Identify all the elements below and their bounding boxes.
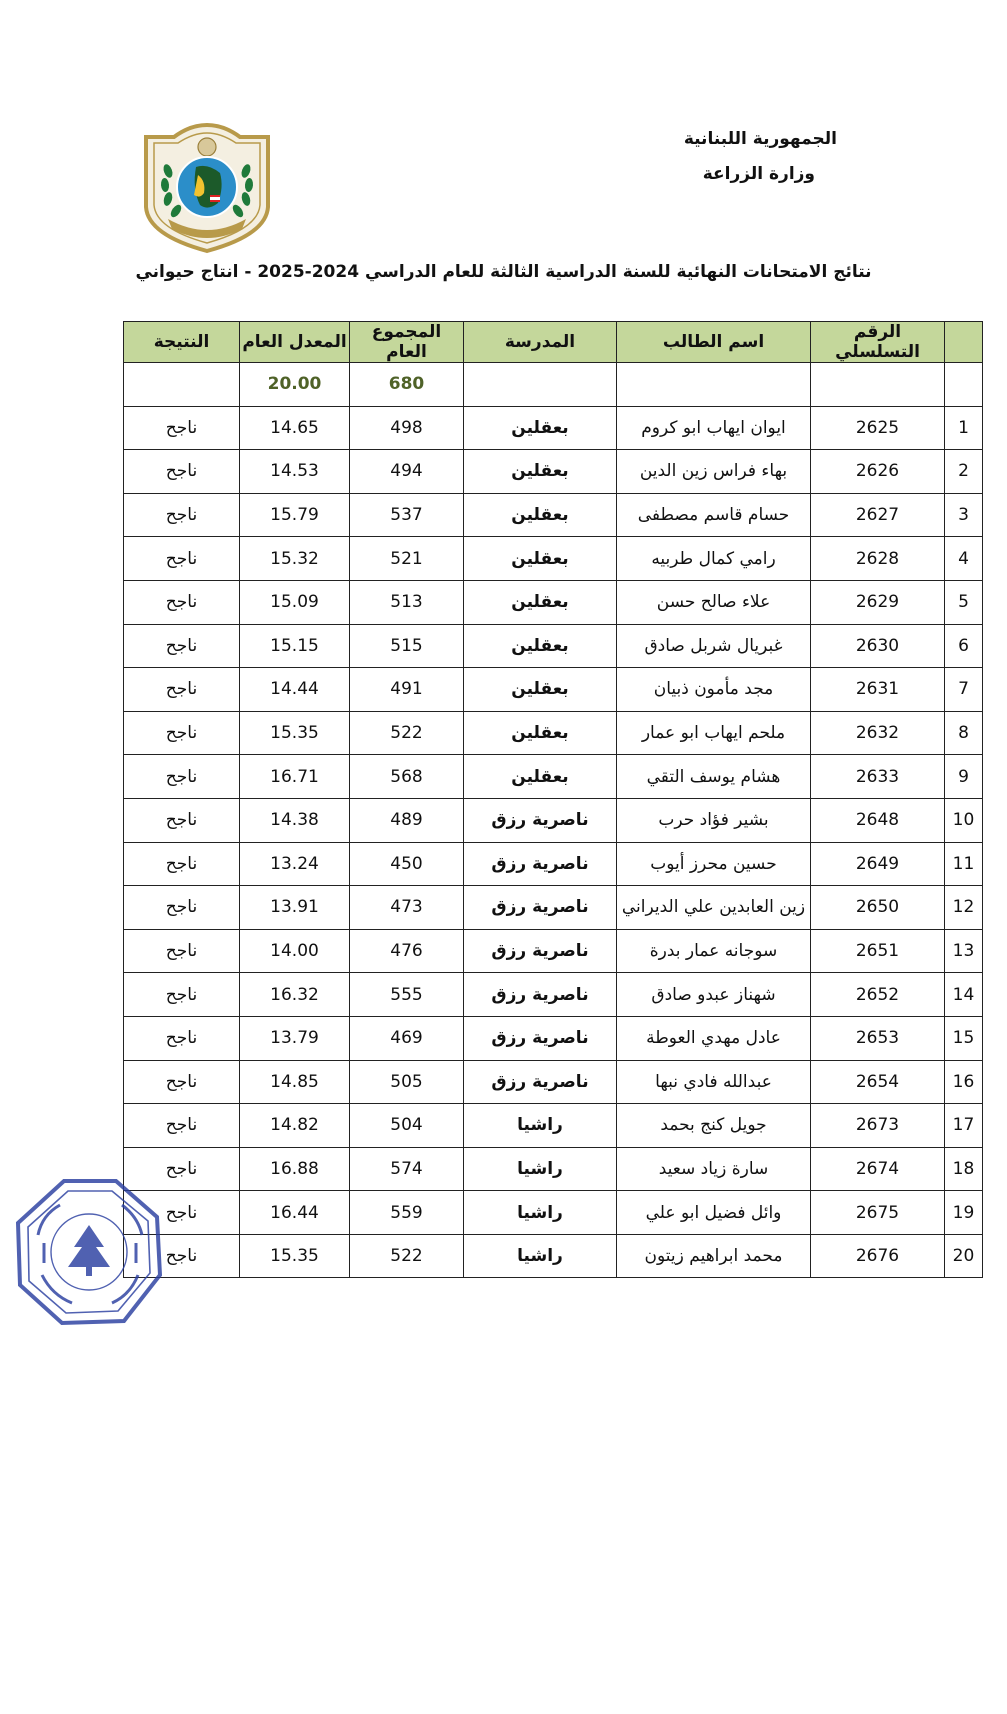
ministry-label: وزارة الزراعة xyxy=(702,164,815,184)
header-name: اسم الطالب xyxy=(617,322,811,363)
cell-average: 15.32 xyxy=(240,537,350,581)
cell-serial: 2673 xyxy=(811,1104,945,1148)
cell-school: بعقلين xyxy=(464,580,617,624)
cell-total: 473 xyxy=(350,886,464,930)
cell-result: ناجح xyxy=(124,450,240,494)
republic-label: الجمهورية اللبنانية xyxy=(683,129,837,149)
cell-total: 537 xyxy=(350,493,464,537)
cell-serial: 2654 xyxy=(811,1060,945,1104)
cell-average: 16.88 xyxy=(240,1147,350,1191)
cell-school: ناصرية رزق xyxy=(464,1060,617,1104)
cell-serial: 2652 xyxy=(811,973,945,1017)
cell-serial: 2674 xyxy=(811,1147,945,1191)
cell-result: ناجح xyxy=(124,842,240,886)
cell-idx: 12 xyxy=(945,886,983,930)
table-row xyxy=(124,973,983,1017)
cell-total: 513 xyxy=(350,580,464,624)
cell-school: ناصرية رزق xyxy=(464,973,617,1017)
cell-average: 13.24 xyxy=(240,842,350,886)
cell-name: بشير فؤاد حرب xyxy=(617,798,811,842)
cell-school: ناصرية رزق xyxy=(464,1016,617,1060)
table-row xyxy=(124,886,983,930)
cell-idx: 17 xyxy=(945,1104,983,1148)
cell-name: عبدالله فادي نبها xyxy=(617,1060,811,1104)
cell-name: غبريال شربل صادق xyxy=(617,624,811,668)
cell-total: 521 xyxy=(350,537,464,581)
cell-result: ناجح xyxy=(124,798,240,842)
cell-school: ناصرية رزق xyxy=(464,886,617,930)
cell-idx: 8 xyxy=(945,711,983,755)
cell-average: 14.85 xyxy=(240,1060,350,1104)
header-serial: الرقم التسلسلي xyxy=(811,322,945,363)
table-row xyxy=(124,624,983,668)
cell-result: ناجح xyxy=(124,624,240,668)
cell-name: مجد مأمون ذبيان xyxy=(617,668,811,712)
table-row xyxy=(124,668,983,712)
cell-total: 515 xyxy=(350,624,464,668)
table-row xyxy=(124,929,983,973)
cell-serial: 2626 xyxy=(811,450,945,494)
cell-average: 16.71 xyxy=(240,755,350,799)
table-row xyxy=(124,798,983,842)
header-average: المعدل العام xyxy=(240,322,350,363)
cell-idx: 9 xyxy=(945,755,983,799)
table-row xyxy=(124,1147,983,1191)
cell-school: راشيا xyxy=(464,1191,617,1235)
table-row xyxy=(124,1191,983,1235)
max-average: 20.00 xyxy=(240,363,350,407)
cell-result: ناجح xyxy=(124,1147,240,1191)
cell-school: بعقلين xyxy=(464,755,617,799)
cell-school: بعقلين xyxy=(464,450,617,494)
cell-school: بعقلين xyxy=(464,493,617,537)
cell-serial: 2629 xyxy=(811,580,945,624)
cell-idx: 20 xyxy=(945,1234,983,1278)
table-row xyxy=(124,580,983,624)
cell-result: ناجح xyxy=(124,886,240,930)
cell-average: 16.32 xyxy=(240,973,350,1017)
cell-serial: 2650 xyxy=(811,886,945,930)
table-header-row xyxy=(124,322,983,363)
cell-total: 522 xyxy=(350,1234,464,1278)
cell-serial: 2675 xyxy=(811,1191,945,1235)
cell-average: 13.91 xyxy=(240,886,350,930)
cell-total: 450 xyxy=(350,842,464,886)
cell-average: 15.15 xyxy=(240,624,350,668)
cell-school: ناصرية رزق xyxy=(464,842,617,886)
table-row xyxy=(124,1016,983,1060)
cell-name: بهاء فراس زين الدين xyxy=(617,450,811,494)
cell-result: ناجح xyxy=(124,929,240,973)
cell-idx: 7 xyxy=(945,668,983,712)
cell-idx: 6 xyxy=(945,624,983,668)
cell-idx: 16 xyxy=(945,1060,983,1104)
cell-result: ناجح xyxy=(124,973,240,1017)
cell-average: 14.00 xyxy=(240,929,350,973)
cell-idx: 2 xyxy=(945,450,983,494)
cell-total: 559 xyxy=(350,1191,464,1235)
max-school xyxy=(464,363,617,407)
cell-serial: 2628 xyxy=(811,537,945,581)
table-row xyxy=(124,406,983,450)
cell-idx: 18 xyxy=(945,1147,983,1191)
max-index xyxy=(945,363,983,407)
cell-idx: 4 xyxy=(945,537,983,581)
cell-total: 568 xyxy=(350,755,464,799)
cell-total: 574 xyxy=(350,1147,464,1191)
cell-name: ايوان ايهاب ابو كروم xyxy=(617,406,811,450)
cell-total: 476 xyxy=(350,929,464,973)
cell-name: وائل فضيل ابو علي xyxy=(617,1191,811,1235)
ministry-logo xyxy=(138,123,276,255)
max-result xyxy=(124,363,240,407)
max-serial xyxy=(811,363,945,407)
header-index xyxy=(945,322,983,363)
cell-school: راشيا xyxy=(464,1234,617,1278)
cell-average: 14.38 xyxy=(240,798,350,842)
cell-average: 13.79 xyxy=(240,1016,350,1060)
cell-serial: 2631 xyxy=(811,668,945,712)
cell-name: سارة زياد سعيد xyxy=(617,1147,811,1191)
cell-total: 489 xyxy=(350,798,464,842)
cell-average: 15.09 xyxy=(240,580,350,624)
cell-idx: 15 xyxy=(945,1016,983,1060)
cell-total: 494 xyxy=(350,450,464,494)
cell-school: ناصرية رزق xyxy=(464,929,617,973)
cell-serial: 2676 xyxy=(811,1234,945,1278)
cell-name: زين العابدين علي الديراني xyxy=(617,886,811,930)
cell-total: 505 xyxy=(350,1060,464,1104)
cell-school: ناصرية رزق xyxy=(464,798,617,842)
cell-total: 522 xyxy=(350,711,464,755)
cell-total: 504 xyxy=(350,1104,464,1148)
cell-idx: 10 xyxy=(945,798,983,842)
table-row xyxy=(124,755,983,799)
cell-result: ناجح xyxy=(124,537,240,581)
page-title: نتائج الامتحانات النهائية للسنة الدراسية الثالثة للعام الدراسي 2024-2025 - انتاج حيواني xyxy=(135,262,872,282)
table-row xyxy=(124,1104,983,1148)
cell-average: 14.82 xyxy=(240,1104,350,1148)
cell-result: ناجح xyxy=(124,668,240,712)
cell-total: 469 xyxy=(350,1016,464,1060)
cell-school: بعقلين xyxy=(464,668,617,712)
cell-name: علاء صالح حسن xyxy=(617,580,811,624)
cell-average: 14.53 xyxy=(240,450,350,494)
table-row xyxy=(124,1060,983,1104)
cell-result: ناجح xyxy=(124,711,240,755)
cell-school: بعقلين xyxy=(464,711,617,755)
table-row xyxy=(124,842,983,886)
cell-idx: 11 xyxy=(945,842,983,886)
cell-result: ناجح xyxy=(124,1060,240,1104)
cell-serial: 2653 xyxy=(811,1016,945,1060)
table-row xyxy=(124,493,983,537)
cell-result: ناجح xyxy=(124,580,240,624)
cell-idx: 19 xyxy=(945,1191,983,1235)
cell-name: شهناز عبدو صادق xyxy=(617,973,811,1017)
cell-average: 14.44 xyxy=(240,668,350,712)
cell-idx: 5 xyxy=(945,580,983,624)
cell-name: حسام قاسم مصطفى xyxy=(617,493,811,537)
cell-result: ناجح xyxy=(124,1016,240,1060)
cell-name: عادل مهدي العوطة xyxy=(617,1016,811,1060)
cell-result: ناجح xyxy=(124,1104,240,1148)
header-result: النتيجة xyxy=(124,322,240,363)
cell-name: جويل كنج بحمد xyxy=(617,1104,811,1148)
cell-serial: 2633 xyxy=(811,755,945,799)
cell-serial: 2649 xyxy=(811,842,945,886)
cell-total: 491 xyxy=(350,668,464,712)
cell-idx: 14 xyxy=(945,973,983,1017)
cell-total: 498 xyxy=(350,406,464,450)
cell-idx: 3 xyxy=(945,493,983,537)
header-school: المدرسة xyxy=(464,322,617,363)
table-row xyxy=(124,537,983,581)
cell-result: ناجح xyxy=(124,1191,240,1235)
cell-school: بعقلين xyxy=(464,406,617,450)
cell-school: بعقلين xyxy=(464,624,617,668)
cell-average: 16.44 xyxy=(240,1191,350,1235)
cell-serial: 2625 xyxy=(811,406,945,450)
cell-idx: 13 xyxy=(945,929,983,973)
cell-serial: 2630 xyxy=(811,624,945,668)
cell-name: محمد ابراهيم زيتون xyxy=(617,1234,811,1278)
cell-result: ناجح xyxy=(124,1234,240,1278)
cell-result: ناجح xyxy=(124,493,240,537)
cell-name: ملحم ايهاب ابو عمار xyxy=(617,711,811,755)
cell-average: 15.79 xyxy=(240,493,350,537)
max-row xyxy=(124,363,983,407)
cell-school: راشيا xyxy=(464,1147,617,1191)
cell-serial: 2648 xyxy=(811,798,945,842)
cell-name: هشام يوسف التقي xyxy=(617,755,811,799)
cell-result: ناجح xyxy=(124,406,240,450)
cell-name: رامي كمال طربيه xyxy=(617,537,811,581)
header-total: المجموع العام xyxy=(350,322,464,363)
table-row xyxy=(124,1234,983,1278)
cell-idx: 1 xyxy=(945,406,983,450)
cell-serial: 2627 xyxy=(811,493,945,537)
table-row xyxy=(124,450,983,494)
cell-average: 14.65 xyxy=(240,406,350,450)
table-row xyxy=(124,711,983,755)
cell-school: راشيا xyxy=(464,1104,617,1148)
cell-serial: 2632 xyxy=(811,711,945,755)
cell-average: 15.35 xyxy=(240,711,350,755)
ministry-header xyxy=(617,128,837,185)
official-stamp xyxy=(12,1175,167,1330)
cell-serial: 2651 xyxy=(811,929,945,973)
results-table xyxy=(123,321,983,1278)
cell-name: حسين محرز أيوب xyxy=(617,842,811,886)
max-total: 680 xyxy=(350,363,464,407)
max-name xyxy=(617,363,811,407)
cell-total: 555 xyxy=(350,973,464,1017)
cell-name: سوجانه عمار بدرة xyxy=(617,929,811,973)
cell-school: بعقلين xyxy=(464,537,617,581)
cell-average: 15.35 xyxy=(240,1234,350,1278)
cell-result: ناجح xyxy=(124,755,240,799)
